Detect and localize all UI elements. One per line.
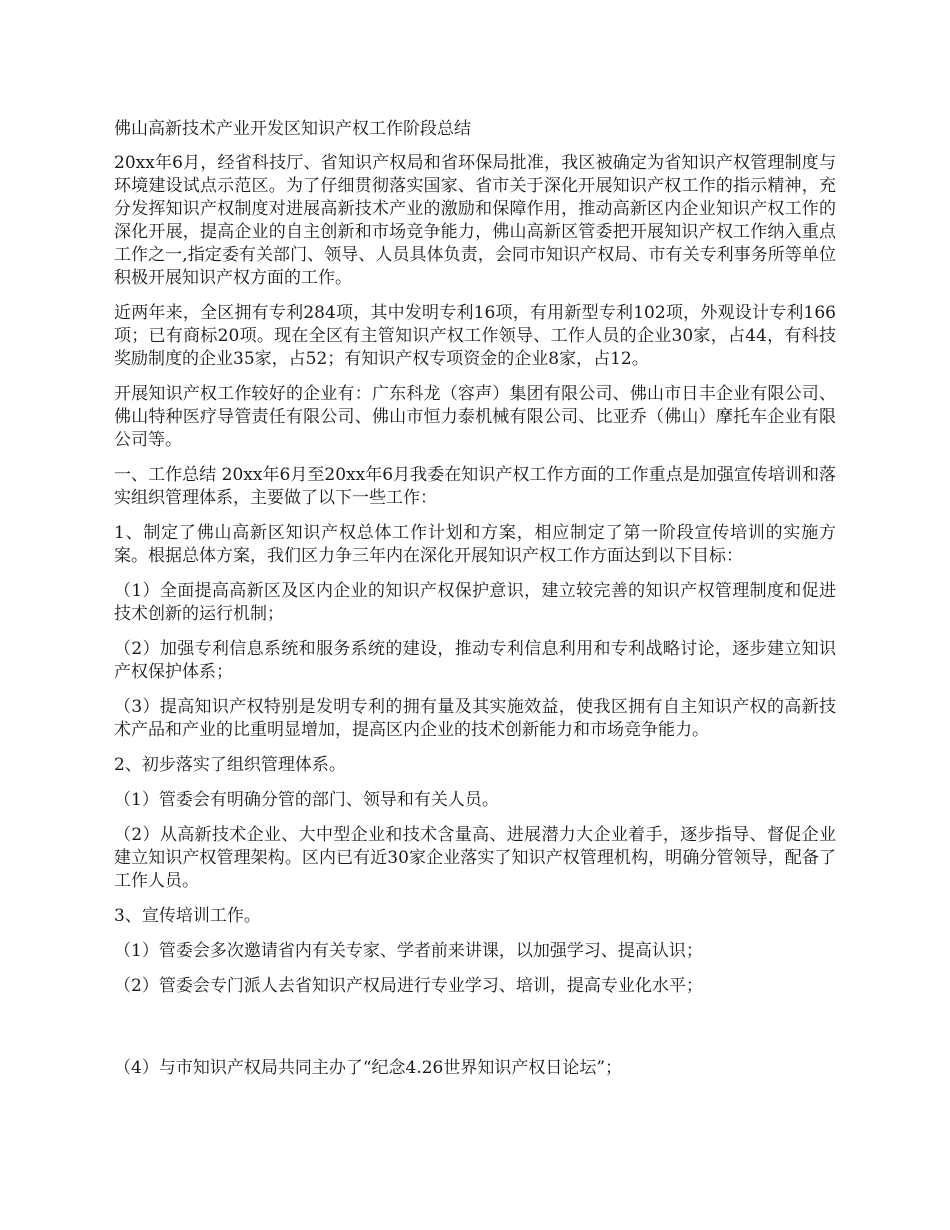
paragraph-statistics: 近两年来，全区拥有专利284项，其中发明专利16项，有用新型专利102项，外观设计专利166项；已有商标20项。现在全区有主管知识产权工作领导、工作人员的企业30家，占44，有科技奖励制度的企业35家，占52；有知识产权专项资金的企业8家，占12。 bbox=[114, 303, 836, 369]
paragraph-goal-1: （1）全面提高高新区及区内企业的知识产权保护意识，建立较完善的知识产权管理制度和促进技术创新的运行机制； bbox=[114, 581, 836, 624]
paragraph-section-one: 一、工作总结 20xx年6月至20xx年6月我委在知识产权工作方面的工作重点是加强宣传培训和落实组织管理体系，主要做了以下一些工作： bbox=[114, 465, 836, 508]
paragraph-item-2: 2、初步落实了组织管理体系。 bbox=[114, 755, 346, 775]
document-page bbox=[114, 118, 836, 1092]
paragraph-training-1: （1）管委会多次邀请省内有关专家、学者前来讲课，以加强学习、提高认识； bbox=[114, 941, 703, 961]
paragraph-intro: 20xx年6月，经省科技厅、省知识产权局和省环保局批准，我区被确定为省知识产权管理制度与环境建设试点示范区。为了仔细贯彻落实国家、省市关于深化开展知识产权工作的指示精神，充分发挥知识产权制度对进展高新技术产业的激励和保障作用，推动高新区内企业知识产权工作的深化开展，提高企业的自主创新和市场竞争能力，佛山高新区管委把开展知识产权工作纳入重点工作之一,指定委有关部门、领导、人员具体负责，会同市知识产权局、市有关专利事务所等单位积极开展知识产权方面的工作。 bbox=[114, 153, 836, 288]
paragraph-org-2: （2）从高新技术企业、大中型企业和技术含量高、进展潜力大企业着手，逐步指导、督促企业建立知识产权管理架构。区内已有近30家企业落实了知识产权管理机构，明确分管领导，配备了工作人员。 bbox=[114, 825, 836, 891]
paragraph-goal-2: （2）加强专利信息系统和服务系统的建设，推动专利信息利用和专利战略讨论，逐步建立知识产权保护体系； bbox=[114, 639, 836, 682]
paragraph-item-3: 3、宣传培训工作。 bbox=[114, 906, 261, 926]
paragraph-companies: 开展知识产权工作较好的企业有：广东科龙（容声）集团有限公司、佛山市日丰企业有限公司、佛山特种医疗导管责任有限公司、佛山市恒力泰机械有限公司、比亚乔（佛山）摩托车企业有限公司等。 bbox=[114, 384, 836, 450]
blank-gap bbox=[114, 1010, 836, 1057]
paragraph-training-4: （4）与市知识产权局共同主办了“纪念4.26世界知识产权日论坛”； bbox=[114, 1058, 623, 1078]
paragraph-goal-3: （3）提高知识产权特别是发明专利的拥有量及其实施效益，使我区拥有自主知识产权的高新技术产品和产业的比重明显增加，提高区内企业的技术创新能力和市场竞争能力。 bbox=[114, 697, 836, 740]
document-title: 佛山高新技术产业开发区知识产权工作阶段总结 bbox=[114, 119, 471, 139]
paragraph-org-1: （1）管委会有明确分管的部门、领导和有关人员。 bbox=[114, 790, 499, 810]
paragraph-training-2: （2）管委会专门派人去省知识产权局进行专业学习、培训，提高专业化水平； bbox=[114, 976, 703, 996]
paragraph-item-1: 1、制定了佛山高新区知识产权总体工作计划和方案，相应制定了第一阶段宣传培训的实施方案。根据总体方案，我们区力争三年内在深化开展知识产权工作方面达到以下目标： bbox=[114, 523, 836, 566]
